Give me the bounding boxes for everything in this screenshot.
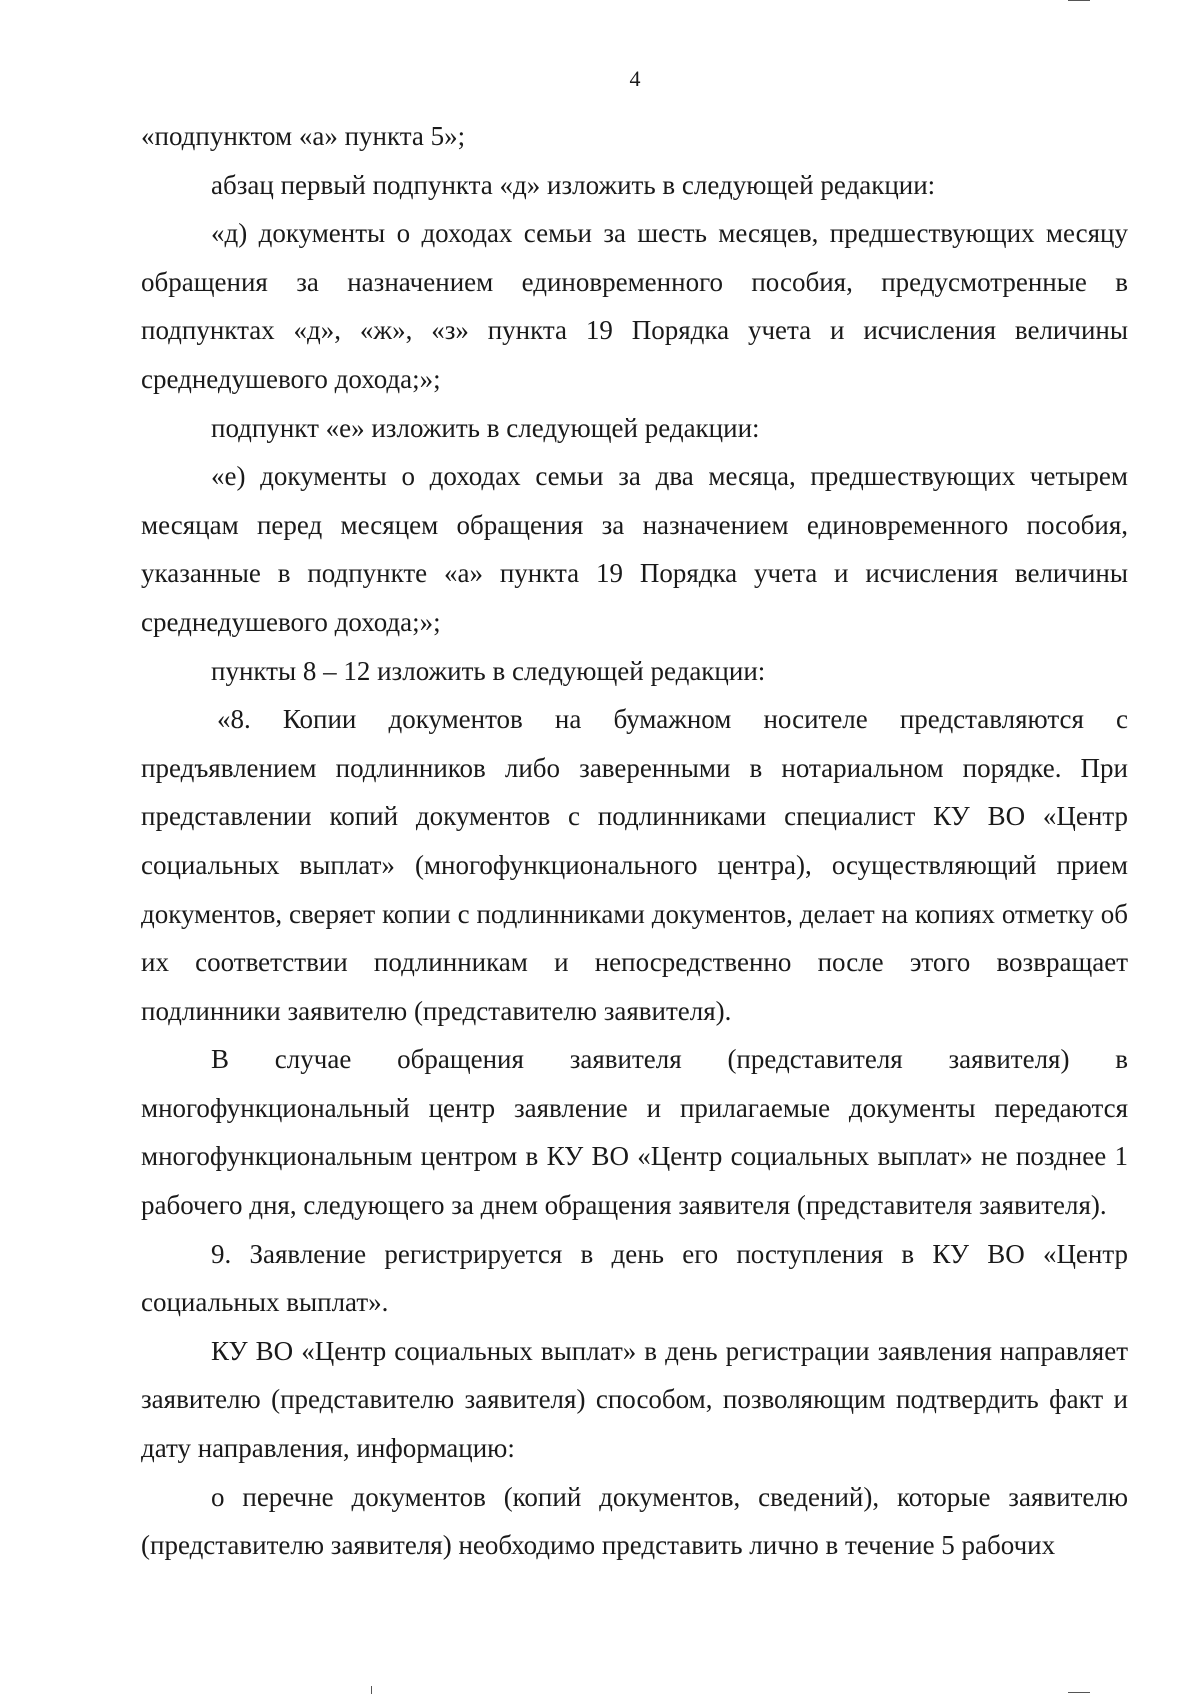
- paragraph-7: «8. Копии документов на бумажном носителе представляются с предъявлением подлинников либо заверенными в нотариальном порядке. При представлении копий документов с подлинниками специалист КУ ВО «Центр социальных выплат» (многофункционального центра), осуществляющий прием документов, сверяет копии с подлинниками документов, делает на копиях отметку об их соответствии подлинникам и непосредственно после этого возвращает подлинники заявителю (представителю заявителя).: [141, 704, 1128, 1026]
- document-body: [141, 112, 1128, 1570]
- scan-mark-bottom-right: [1068, 1692, 1090, 1693]
- paragraph-1: «подпунктом «а» пункта 5»;: [141, 121, 466, 151]
- paragraph-2: абзац первый подпункта «д» изложить в следующей редакции:: [211, 169, 936, 200]
- paragraph-9: 9. Заявление регистрируется в день его поступления в КУ ВО «Центр социальных выплат».: [141, 1238, 1128, 1318]
- scan-mark-bottom-left: [371, 1686, 372, 1694]
- scan-mark-top-right: [1068, 0, 1090, 1]
- page-number: 4: [629, 66, 641, 91]
- paragraph-10: КУ ВО «Центр социальных выплат» в день регистрации заявления направляет заявителю (представителю заявителя) способом, позволяющим подтвердить факт и дату направления, информацию:: [141, 1335, 1128, 1464]
- paragraph-8: В случае обращения заявителя (представителя заявителя) в многофункциональный центр заявление и прилагаемые документы передаются многофункциональным центром в КУ ВО «Центр социальных выплат» не позднее 1 рабочего дня, следующего за днем обращения заявителя (представителя заявителя).: [141, 1044, 1128, 1221]
- paragraph-5: «е) документы о доходах семьи за два месяца, предшествующих четырем месяцам перед месяцем обращения за назначением единовременного пособия, указанные в подпункте «а» пункта 19 Порядка учета и исчисления величины среднедушевого дохода;»;: [141, 461, 1128, 637]
- paragraph-6: пункты 8 – 12 изложить в следующей редакции:: [211, 655, 766, 686]
- paragraph-3: «д) документы о доходах семьи за шесть месяцев, предшествующих месяцу обращения за назначением единовременного пособия, предусмотренные в подпунктах «д», «ж», «з» пункта 19 Порядка учета и исчисления величины среднедушевого дохода;»;: [141, 218, 1128, 394]
- paragraph-11: о перечне документов (копий документов, сведений), которые заявителю (представителю заявителя) необходимо представить лично в течение 5 рабочих: [141, 1481, 1128, 1561]
- paragraph-4: подпункт «е» изложить в следующей редакции:: [211, 412, 760, 443]
